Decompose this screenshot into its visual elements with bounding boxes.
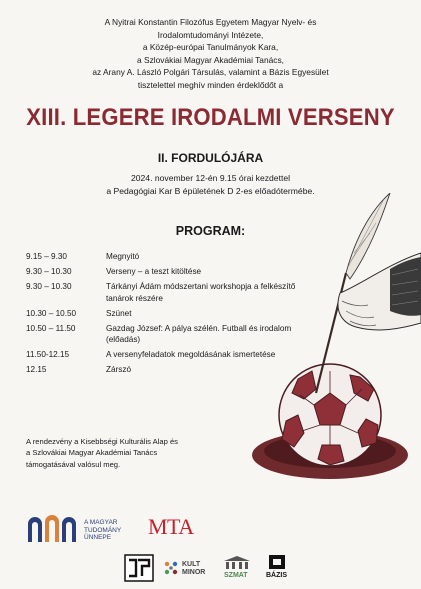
intro-line: az Arany A. László Polgári Társulás, valamint a Bázis Egyesület (92, 67, 329, 78)
program-heading: PROGRAM: (175, 224, 246, 238)
schedule-time: 9.30 – 10.30 (26, 266, 72, 276)
kult-minor-icon (163, 560, 179, 576)
schedule-time: 12.15 (26, 365, 47, 375)
schedule-time: 9.15 – 9.30 (26, 252, 67, 261)
mtu-logo-text (84, 519, 121, 542)
bazis-logo: BÁZIS (266, 572, 287, 579)
kult-minor-logo (182, 561, 205, 576)
szmat-logo: SZMAT (224, 572, 248, 579)
schedule-desc: Megnyitó (106, 252, 140, 261)
location-line: a Pedagógiai Kar B épületének D 2-es előadótermébe. (106, 185, 315, 196)
intro-line: a Szlovákiai Magyar Akadémiai Tanács, (137, 54, 284, 65)
schedule-desc: Verseny – a teszt kitöltése (106, 266, 202, 276)
support-line: támogatásával valósul meg. (26, 459, 121, 469)
mtu-line: ÜNNEPE (84, 534, 112, 542)
bazis-icon (268, 554, 286, 570)
schedule-desc: Tárkányi Ádám módszertani workshopja a felkészítő tanárok részére (106, 281, 296, 303)
kult-line: KULT (182, 561, 201, 568)
szmat-icon (222, 555, 252, 571)
schedule-time: 10.30 – 10.50 (26, 308, 77, 318)
event-subtitle: II. FORDULÓJÁRA (157, 151, 264, 165)
football (279, 364, 381, 466)
support-line: a Szlovákiai Magyar Akadémiai Tanács (26, 448, 158, 458)
magyar-tudomany-unnepe-logo (26, 512, 78, 542)
intro-text (0, 16, 421, 92)
mtu-line: A MAGYAR (84, 519, 118, 526)
ukf-logo (124, 554, 154, 582)
support-line: A rendezvény a Kisebbségi Kulturális Alap és (26, 437, 178, 446)
mtu-line: TUDOMÁNY (84, 526, 122, 534)
sponsor-logos (0, 552, 421, 589)
schedule-desc: Zárszó (106, 365, 132, 375)
schedule-time: 9.30 – 10.30 (26, 281, 72, 291)
date-line: 2024. november 12-én 9.15 órai kezdettel (130, 173, 291, 183)
intro-line: a Közép-európai Tanulmányok Kara, (142, 42, 279, 53)
mta-logo: MTA (148, 514, 194, 539)
minor-line: MINOR (182, 568, 206, 576)
intro-line: Irodalomtudományi Intézete, (157, 29, 264, 40)
event-title: XIII. LEGERE IRODALMI VERSENY (26, 104, 395, 131)
intro-line: tisztelettel meghív minden érdeklődőt a (137, 79, 284, 90)
schedule-desc: Szünet (106, 308, 132, 318)
support-text (26, 436, 276, 470)
schedule-time: 10.50 – 11.50 (26, 323, 76, 333)
schedule-time: 11.50-12.15 (26, 350, 70, 360)
intro-line: A Nyitrai Konstantin Filozófus Egyetem Magyar Nyelv- és (104, 17, 317, 27)
schedule-desc: Gazdag József: A pálya szélén. Futball és irodalom (előadás) (106, 323, 292, 345)
schedule-desc: A versenyfeladatok megoldásának ismertetése (106, 350, 276, 360)
